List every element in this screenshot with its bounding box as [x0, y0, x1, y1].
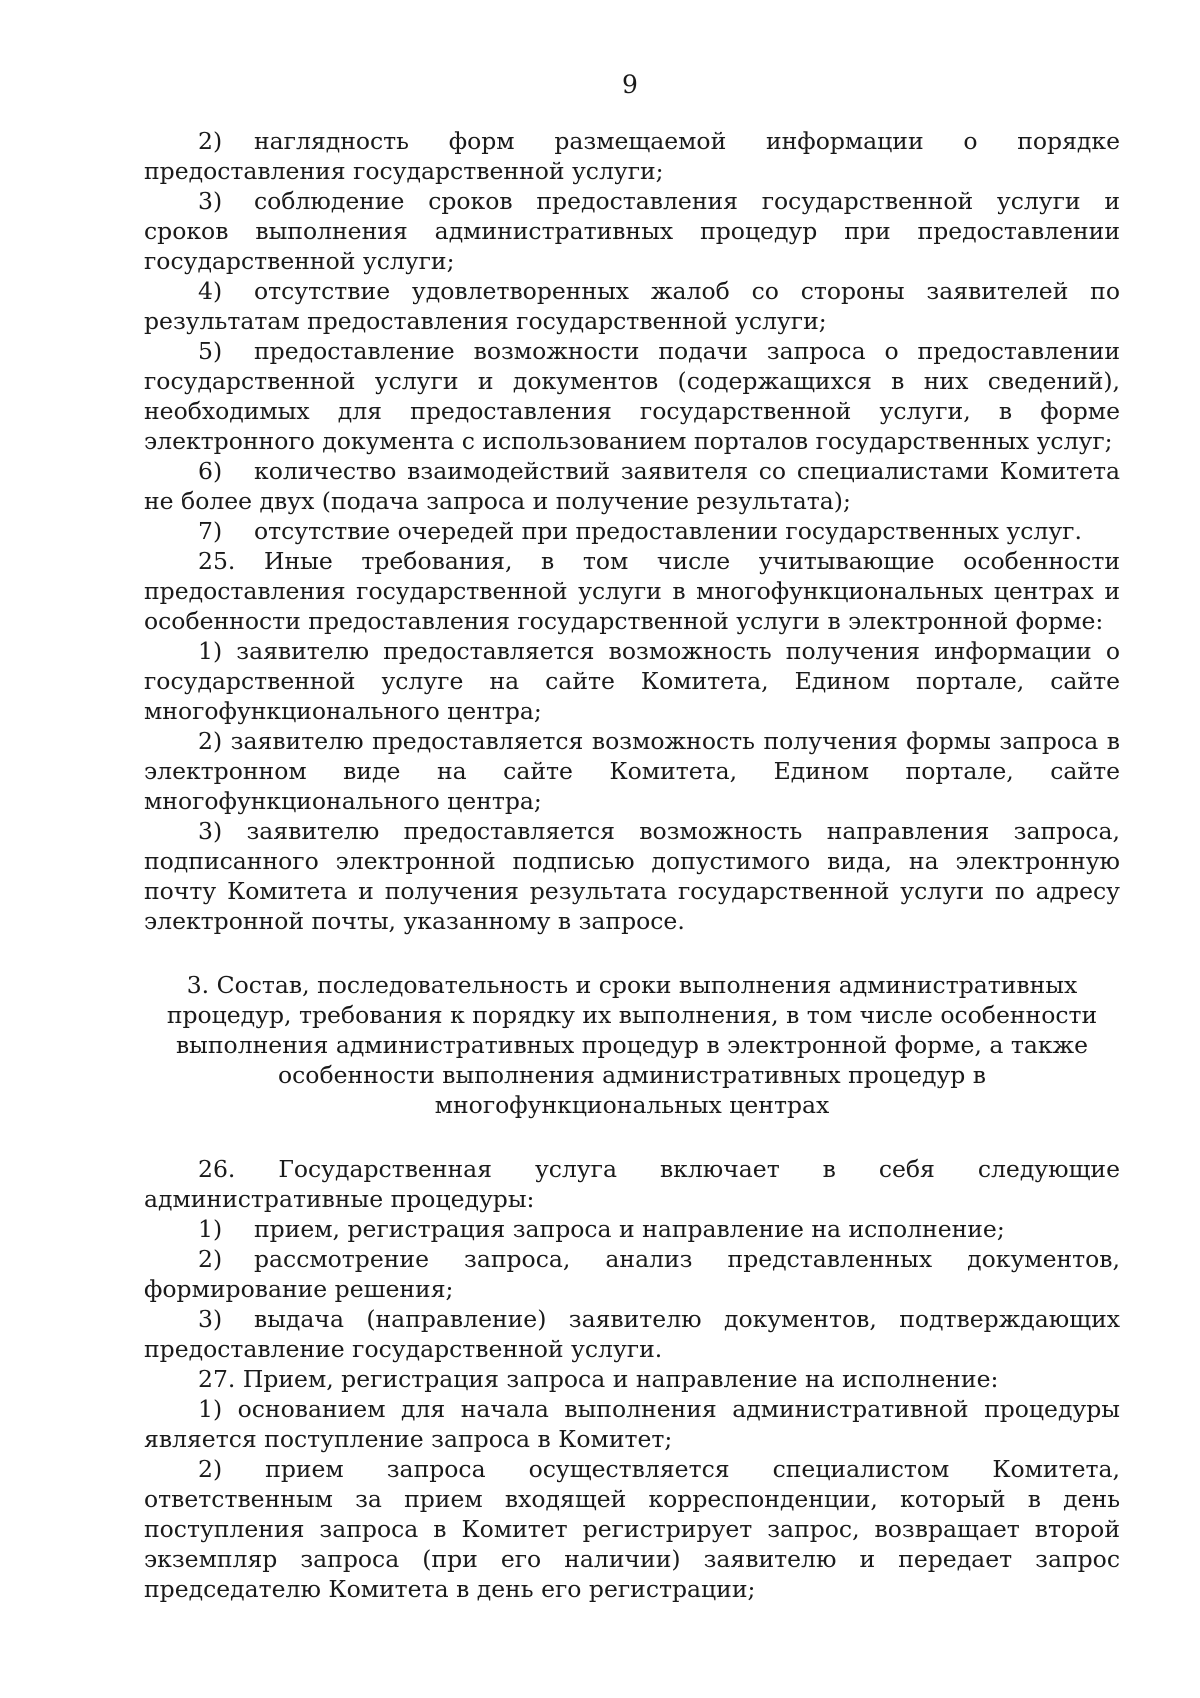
list-item: [144, 1214, 1120, 1244]
item-number: 2): [198, 127, 223, 155]
item-text: рассмотрение запроса, анализ представленных документов, формирование решения;: [144, 1245, 1120, 1303]
list-item: 1) заявителю предоставляется возможность получения информации о государственной услуге на сайте Комитета, Едином портале, сайте многофункционального центра;: [144, 637, 1120, 725]
list-item: 1) основанием для начала выполнения административной процедуры является поступление запроса в Комитет;: [144, 1395, 1120, 1453]
item-number: 2): [198, 1245, 223, 1273]
list-item: [144, 516, 1120, 546]
item-number: 5): [198, 337, 223, 365]
paragraph-27: 27. Прием, регистрация запроса и направление на исполнение:: [198, 1365, 999, 1393]
list-item: 3) заявителю предоставляется возможность направления запроса, подписанного электронной подписью допустимого вида, на электронную почту Комитета и получения результата государственной услуги по адресу электронной почты, указанному в запросе.: [144, 817, 1120, 935]
item-text: наглядность форм размещаемой информации о порядке предоставления государственной услуги;: [144, 127, 1120, 185]
item-number: 4): [198, 277, 223, 305]
item-number: 7): [198, 517, 223, 545]
list-item: 2) заявителю предоставляется возможность получения формы запроса в электронном виде на сайте Комитета, Едином портале, сайте многофункционального центра;: [144, 727, 1120, 815]
list-item: [144, 1304, 1120, 1364]
item-number: 3): [198, 187, 223, 215]
paragraph-25: 25. Иные требования, в том числе учитывающие особенности предоставления государственной услуги в многофункциональных центрах и особенности предоставления государственной услуги в электронной форме:: [144, 547, 1120, 635]
list-item: [144, 126, 1120, 186]
item-text: выдача (направление) заявителю документов, подтверждающих предоставление государственной услуги.: [144, 1305, 1120, 1363]
list-item: [144, 186, 1120, 276]
item-number: 6): [198, 457, 223, 485]
item-text: прием, регистрация запроса и направление на исполнение;: [254, 1215, 1005, 1243]
list-item: [144, 276, 1120, 336]
document-body: [144, 126, 1120, 1604]
list-item: [144, 1244, 1120, 1304]
list-item: [144, 456, 1120, 516]
item-text: предоставление возможности подачи запроса о предоставлении государственной услуги и документов (содержащихся в них сведений), необходимых для предоставления государственной услуги, в форме электронного документа с использованием порталов государственных услуг;: [144, 337, 1120, 455]
item-text: соблюдение сроков предоставления государственной услуги и сроков выполнения административных процедур при предоставлении государственной услуги;: [144, 187, 1120, 275]
list-item: [144, 336, 1120, 456]
item-number: 1): [198, 1215, 223, 1243]
section-heading: 3. Состав, последовательность и сроки выполнения административных процедур, требования к порядку их выполнения, в том числе особенности выполнения административных процедур в электронной форме, а также особенности выполнения административных процедур в многофункциональных центрах: [166, 971, 1098, 1119]
paragraph-26: 26. Государственная услуга включает в себя следующие административные процедуры:: [144, 1155, 1120, 1213]
item-number: 3): [198, 1305, 223, 1333]
page-number: 9: [622, 70, 638, 99]
list-item: 2) прием запроса осуществляется специалистом Комитета, ответственным за прием входящей корреспонденции, который в день поступления запроса в Комитет регистрирует запрос, возвращает второй экземпляр запроса (при его наличии) заявителю и передает запрос председателю Комитета в день его регистрации;: [144, 1455, 1120, 1603]
item-text: отсутствие удовлетворенных жалоб со стороны заявителей по результатам предоставления государственной услуги;: [144, 277, 1120, 335]
item-text: количество взаимодействий заявителя со специалистами Комитета не более двух (подача запроса и получение результата);: [144, 457, 1120, 515]
item-text: отсутствие очередей при предоставлении государственных услуг.: [254, 517, 1082, 545]
